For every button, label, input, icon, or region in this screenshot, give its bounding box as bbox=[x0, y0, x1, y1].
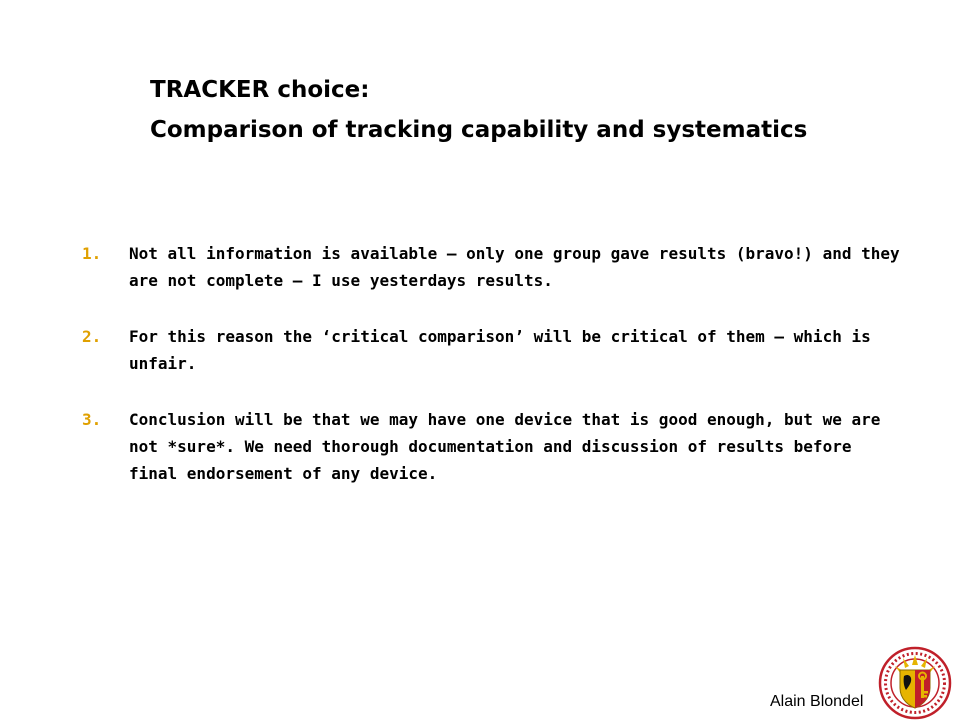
university-seal-logo bbox=[876, 646, 954, 720]
list-item-text: Not all information is available – only one group gave results (bravo!) and they are not complete – I use yesterdays results. bbox=[129, 244, 900, 290]
list-item-number: 1. bbox=[82, 244, 102, 263]
numbered-list bbox=[82, 240, 902, 516]
author-name: Alain Blondel bbox=[770, 693, 864, 710]
list-item-text: For this reason the ‘critical comparison’ will be critical of them – which is unfair. bbox=[129, 327, 871, 373]
list-item-number: 2. bbox=[82, 327, 102, 346]
list-item-number: 3. bbox=[82, 410, 102, 429]
list-item bbox=[82, 240, 902, 294]
list-item-text: Conclusion will be that we may have one device that is good enough, but we are not *sure*. We need thorough documentation and discussion of results before final endorsement of any device. bbox=[129, 410, 881, 483]
title-line-1: TRACKER choice: bbox=[150, 77, 370, 103]
list-item bbox=[82, 323, 902, 377]
list-item bbox=[82, 406, 902, 487]
title-line-2: Comparison of tracking capability and systematics bbox=[150, 117, 808, 143]
slide-title bbox=[150, 70, 807, 150]
